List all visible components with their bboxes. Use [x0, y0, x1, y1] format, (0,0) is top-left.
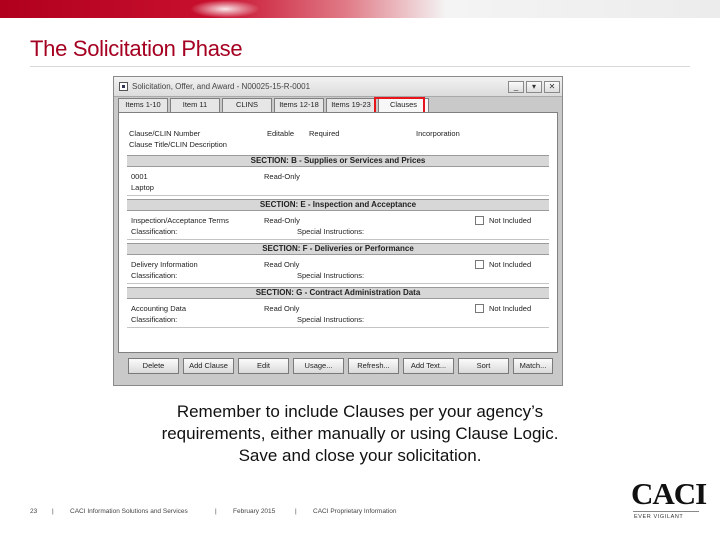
note-line-3: Save and close your solicitation. — [238, 446, 482, 465]
clause-e-editable-value: Read-Only — [264, 216, 300, 225]
tab-strip — [118, 98, 558, 112]
clause-f-editable-value: Read Only — [264, 260, 300, 269]
refresh-button[interactable]: Refresh... — [348, 358, 399, 374]
clin-number[interactable]: 0001 — [131, 172, 148, 181]
clause-g-editable-value: Read Only — [264, 304, 300, 313]
section-e-header: SECTION: E - Inspection and Acceptance — [127, 199, 549, 211]
match-button[interactable]: Match... — [513, 358, 553, 374]
add-clause-button[interactable]: Add Clause — [183, 358, 234, 374]
tab-items-12-18[interactable]: Items 12-18 — [274, 98, 324, 112]
note-line-1: Remember to include Clauses per your agency’s — [176, 402, 544, 421]
minimize-button[interactable]: _ — [508, 81, 524, 93]
delete-button[interactable]: Delete — [128, 358, 179, 374]
band-glow — [190, 0, 260, 18]
note-line-2: requirements, either manually or using Clause Logic. — [161, 424, 559, 443]
sort-button[interactable]: Sort — [458, 358, 509, 374]
header-incorporation: Incorporation — [416, 129, 460, 138]
classification-label-g: Classification: — [131, 315, 178, 324]
footer-page-number: 23 — [30, 508, 38, 515]
tab-items-19-23[interactable]: Items 19-23 — [326, 98, 376, 112]
not-included-checkbox-f[interactable] — [475, 260, 484, 269]
footer-separator: | — [215, 508, 217, 515]
app-icon — [119, 82, 128, 91]
header-editable: Editable — [267, 129, 295, 138]
close-button[interactable]: ✕ — [544, 81, 560, 93]
clin-description[interactable]: Laptop — [131, 183, 154, 192]
special-instructions-label-e: Special Instructions: — [297, 227, 365, 236]
clause-accounting-data[interactable]: Accounting Data — [131, 304, 187, 313]
section-b-header: SECTION: B - Supplies or Services and Prices — [127, 155, 549, 167]
footer-date: February 2015 — [233, 508, 276, 515]
solicitation-window — [113, 76, 563, 386]
title-divider — [30, 66, 690, 67]
window-titlebar — [114, 77, 562, 97]
not-included-label-f: Not Included — [489, 260, 532, 269]
row-divider — [127, 239, 549, 240]
tab-clins[interactable]: CLINS — [222, 98, 272, 112]
add-text-button[interactable]: Add Text... — [403, 358, 454, 374]
usage-button[interactable]: Usage... — [293, 358, 344, 374]
row-divider — [127, 195, 549, 196]
clause-delivery-information[interactable]: Delivery Information — [131, 260, 198, 269]
not-included-checkbox-g[interactable] — [475, 304, 484, 313]
row-divider — [127, 283, 549, 284]
footer-separator: | — [52, 508, 54, 515]
panel-scroll-rail[interactable] — [557, 113, 558, 353]
row-divider — [127, 327, 549, 328]
top-decorative-band — [0, 0, 720, 18]
classification-label-f: Classification: — [131, 271, 178, 280]
caci-logo: CACI — [631, 476, 707, 511]
classification-label-e: Classification: — [131, 227, 178, 236]
footer-separator: | — [295, 508, 297, 515]
header-clause-title: Clause Title/CLIN Description — [129, 140, 227, 149]
footer-company: CACI Information Solutions and Services — [70, 508, 188, 515]
not-included-checkbox-e[interactable] — [475, 216, 484, 225]
clin-editable-value: Read-Only — [264, 172, 300, 181]
not-included-label-g: Not Included — [489, 304, 532, 313]
special-instructions-label-f: Special Instructions: — [297, 271, 365, 280]
section-f-header: SECTION: F - Deliveries or Performance — [127, 243, 549, 255]
header-clause-number: Clause/CLIN Number — [129, 129, 201, 138]
header-required: Required — [309, 129, 340, 138]
tab-clauses[interactable]: Clauses — [378, 98, 429, 113]
window-title: Solicitation, Offer, and Award - N00025-15-R-0001 — [132, 82, 311, 91]
edit-button[interactable]: Edit — [238, 358, 289, 374]
logo-divider — [633, 511, 699, 512]
footer-classification: CACI Proprietary Information — [313, 508, 397, 515]
clauses-panel — [118, 112, 558, 353]
not-included-label-e: Not Included — [489, 216, 532, 225]
button-bar — [118, 353, 558, 383]
tab-items-1-10[interactable]: Items 1-10 — [118, 98, 168, 112]
clause-inspection-acceptance[interactable]: Inspection/Acceptance Terms — [131, 216, 229, 225]
special-instructions-label-g: Special Instructions: — [297, 315, 365, 324]
slide-title: The Solicitation Phase — [30, 36, 243, 61]
restore-button[interactable]: ▾ — [526, 81, 542, 93]
section-g-header: SECTION: G - Contract Administration Data — [127, 287, 549, 299]
instruction-note — [60, 401, 660, 467]
logo-tagline: EVER VIGILANT — [634, 514, 684, 520]
tab-item-11[interactable]: Item 11 — [170, 98, 220, 112]
